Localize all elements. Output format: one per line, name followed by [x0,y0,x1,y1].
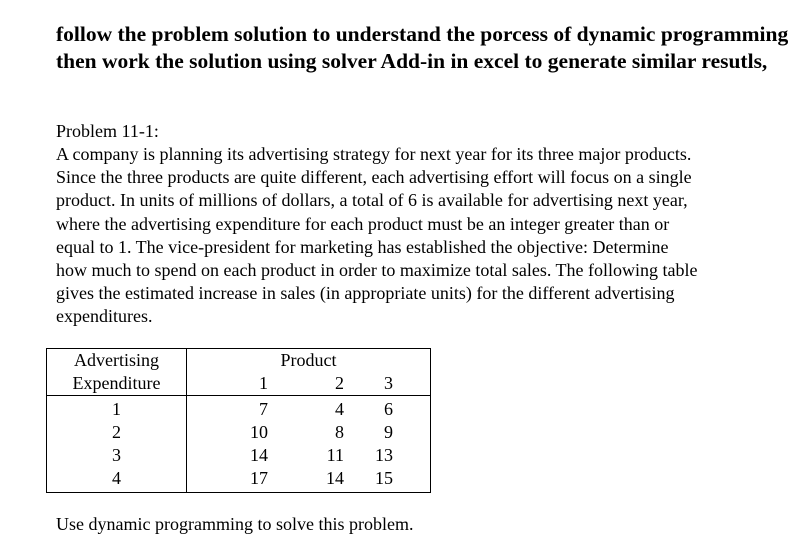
sales-increase-table [46,348,431,493]
table-row [47,467,431,493]
page-heading: follow the problem solution to understand the porcess of dynamic programming then work the solution using solver Add-in in excel to generate similar resutls, [56,22,789,73]
expenditure-cell: 4 [47,467,187,493]
sales-cell: 15 [375,468,393,488]
product-group-header: Product [280,350,337,370]
expenditure-cell: 1 [47,396,187,422]
sales-cell: 6 [384,399,393,419]
table-row [47,421,431,444]
product-column-header: 3 [346,372,431,396]
product-column-header: 2 [276,372,346,396]
sales-cell: 4 [335,399,344,419]
problem-label: Problem 11-1: [56,121,159,141]
table-row [47,396,431,422]
expenditure-header-line1: Advertising [74,350,159,370]
sales-cell: 17 [250,468,268,488]
expenditure-cell: 3 [47,444,187,467]
table-row [47,444,431,467]
sales-cell: 10 [250,422,268,442]
instruction-footer: Use dynamic programming to solve this problem. [56,514,414,534]
expenditure-header [47,349,187,373]
sales-cell: 14 [326,468,344,488]
problem-description: A company is planning its advertising strategy for next year for its three major products. Since the three products are quite different, each advertising effort will focus on a single product. In units of millions of dollars, a total of 6 is available for advertising next year, where the advertising expenditure for each product must be an integer greater than or equal to 1. The vice-president for marketing has established the objective: Determine how much to spend on each product in order to maximize total sales. The following table gives the estimated increase in sales (in appropriate units) for the different advertising expenditures. [56,144,698,327]
table-header-row [47,349,431,373]
sales-cell: 9 [384,422,393,442]
sales-cell: 14 [250,445,268,465]
expenditure-cell: 2 [47,421,187,444]
table-header-row [47,372,431,396]
sales-cell: 7 [259,399,268,419]
sales-cell: 13 [375,445,393,465]
product-column-header: 1 [187,372,277,396]
expenditure-header-line2: Expenditure [47,372,187,396]
sales-cell: 11 [326,445,344,465]
sales-cell: 8 [335,422,344,442]
